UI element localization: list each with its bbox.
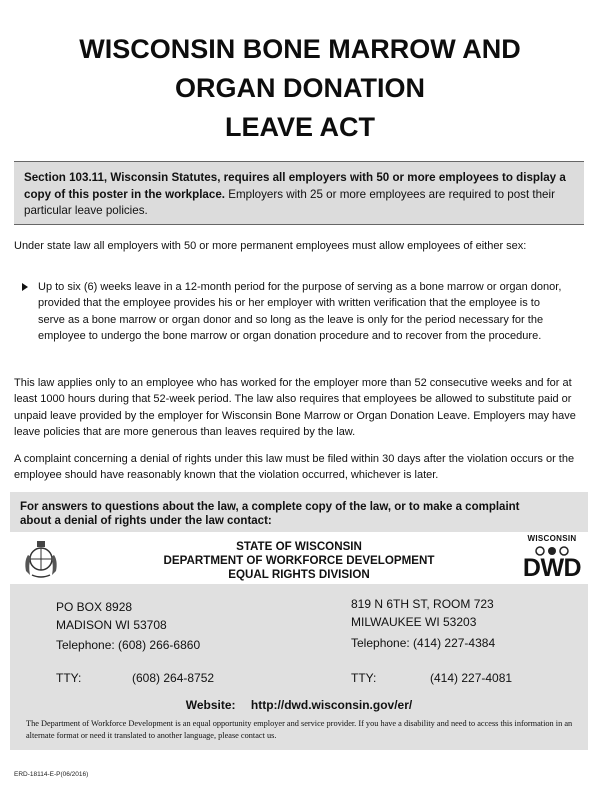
contact-box	[10, 492, 588, 750]
bullet-arrow-icon	[22, 283, 28, 291]
dwd-logo-text: DWD	[522, 554, 582, 582]
madison-tty-label: TTY:	[56, 671, 82, 685]
form-code: ERD-18114-E-P(06/2016)	[14, 771, 89, 778]
agency-line-2: DEPARTMENT OF WORKFORCE DEVELOPMENT	[163, 554, 435, 567]
posting-requirement-notice	[14, 161, 584, 225]
website-label: Website:	[185, 698, 236, 712]
intro-paragraph: Under state law all employers with 50 or more permanent employees must allow employees of either sex:	[14, 240, 527, 252]
bullet-text: Up to six (6) weeks leave in a 12-month period for the purpose of serving as a bone marrow or organ donor, provided that the employee provides his or her employer with written verification that the employee is to serve as a bone marrow or organ donor and so long as the leave is only for the period necessary for the employee to undergo the bone marrow or organ donation procedure and to recover from the procedure.	[38, 281, 562, 342]
agency-line-1: STATE OF WISCONSIN	[236, 540, 362, 553]
madison-address-line-2: MADISON WI 53708	[56, 618, 167, 632]
milwaukee-tty-number: (414) 227-4081	[430, 671, 513, 685]
milwaukee-telephone: Telephone: (414) 227-4384	[351, 636, 496, 650]
agency-name	[110, 540, 488, 582]
title-line-1: WISCONSIN BONE MARROW AND	[79, 34, 521, 64]
madison-telephone: Telephone: (608) 266-6860	[56, 638, 201, 652]
equal-opportunity-disclaimer: The Department of Workforce Development is an equal opportunity employer and service provider. If you have a disability and need to access this information in an alternate format or need it translated to another language, please contact us.	[26, 719, 573, 740]
madison-tty-number: (608) 264-8752	[132, 671, 215, 685]
milwaukee-tty-label: TTY:	[351, 671, 377, 685]
agency-line-3: EQUAL RIGHTS DIVISION	[228, 568, 370, 581]
notice-policy-text: Employers with 25 or more employees are required to post their particular leave policies.	[24, 187, 555, 217]
website-line	[10, 698, 588, 712]
notice-statute-text: Section 103.11, Wisconsin Statutes, requires all employers with 50 or more employees to display a copy of this poster in the workplace.	[24, 171, 566, 201]
milwaukee-address-line-2: MILWAUKEE WI 53203	[351, 615, 477, 629]
dwd-logo-icon	[522, 534, 582, 582]
title-line-2: ORGAN DONATION	[175, 73, 425, 103]
poster-title	[0, 30, 600, 147]
agency-band	[10, 532, 588, 584]
milwaukee-address-line-1: 819 N 6TH ST, ROOM 723	[351, 597, 494, 611]
dwd-logo-state: WISCONSIN	[527, 534, 577, 543]
contact-heading: For answers to questions about the law, a complete copy of the law, or to make a complaint about a denial of rights under the law contact:	[20, 501, 520, 527]
title-line-3: LEAVE ACT	[224, 112, 375, 142]
madison-address-line-1: PO BOX 8928	[56, 600, 133, 614]
leave-bullet	[22, 279, 562, 344]
complaint-paragraph: A complaint concerning a denial of rights under this law must be filed within 30 days after the violation occurs or the employee should have reasonably known that the violation occurred, whichever is later.	[14, 453, 575, 482]
state-seal-icon	[18, 535, 64, 581]
website-link[interactable]: http://dwd.wisconsin.gov/er/	[250, 698, 413, 712]
eligibility-paragraph: This law applies only to an employee who has worked for the employer more than 52 consecutive weeks and for at least 1000 hours during that 52-week period. The law also requires that employees be allowed to substitute paid or unpaid leave provided by the employer for Wisconsin Bone Marrow or Organ Donation Leave. Employers may have leave policies that are more generous than leaves required by the law.	[14, 377, 576, 438]
